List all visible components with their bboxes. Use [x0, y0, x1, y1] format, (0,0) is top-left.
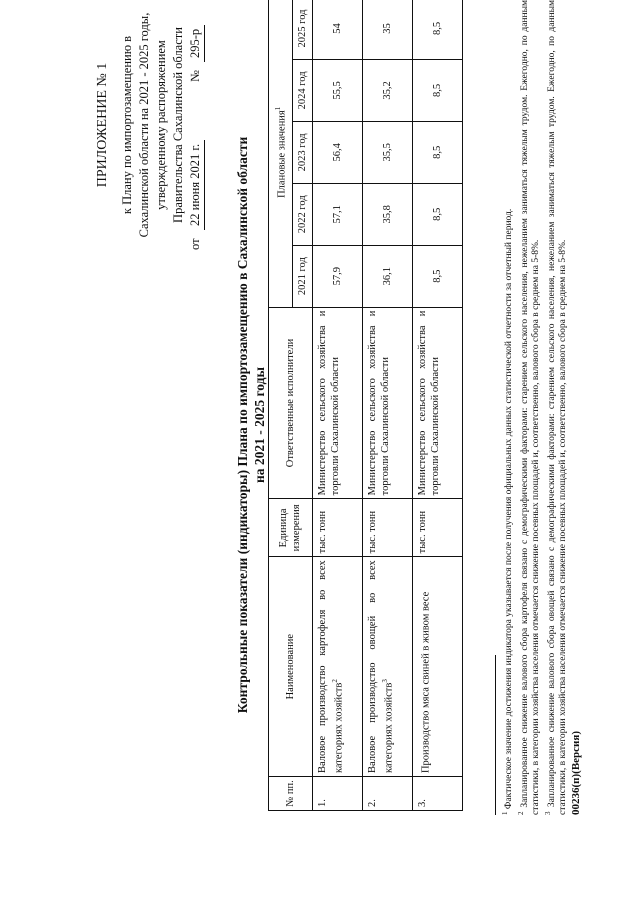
- row-value: 35,2: [362, 59, 412, 121]
- row-unit: тыс. тонн: [362, 499, 412, 557]
- footnote: $^1$ Фактическое значение достижения индикатора указывается после получения официальных данных статистической отчетности за отчетный период.: [501, 208, 515, 815]
- header-unit: Единица измерения: [269, 499, 313, 557]
- table-row: [412, 0, 462, 811]
- row-value: 8,5: [412, 59, 462, 121]
- header-num: № пп.: [269, 777, 313, 811]
- footnote-divider: [495, 655, 496, 815]
- row-unit: тыс. тонн: [412, 499, 462, 557]
- row-value: 35: [362, 0, 412, 59]
- header-year: 2023 год: [292, 121, 312, 183]
- appendix-line-2: Сахалинской области на 2021 - 2025 годы,: [137, 12, 151, 238]
- row-value: 35,8: [362, 183, 412, 245]
- footnote: $^3$ Запланированное снижение валового сбора овощей связано с демографическими факторами: старением сельского населения, нежеланием заниматься тяжелым трудом. Ежегодно, по данным статистики, в категории хозяйства населения отмечается снижение посевных площадей и, соответственно, валового сбора в среднем на 5-8%.: [543, 0, 569, 815]
- row-num: 1.: [312, 777, 362, 811]
- appendix-date-line: [187, 0, 205, 250]
- document-title-line-2: на 2021 - 2025 годы: [252, 366, 267, 484]
- table-row: [362, 0, 412, 811]
- row-value: 8,5: [412, 0, 462, 59]
- row-value: 57,1: [312, 183, 362, 245]
- row-name: Производство мяса свиней в живом весе: [412, 557, 462, 777]
- document-title-line-1: Контрольные показатели (индикаторы) Плана по импортозамещению в Сахалинской области: [235, 136, 250, 714]
- row-name: Валовое производство картофеля во всех категориях хозяйств$^2$: [312, 557, 362, 777]
- row-num: 2.: [362, 777, 412, 811]
- header-planned: Плановые значения$^1$: [269, 0, 293, 307]
- document-id: 00236(п)(Версия): [569, 731, 582, 815]
- header-year: 2022 год: [292, 183, 312, 245]
- appendix-block: [94, 0, 205, 250]
- row-name: Валовое производство овощей во всех категориях хозяйств$^3$: [362, 557, 412, 777]
- indicators-table: [268, 0, 463, 811]
- row-value: 55,5: [312, 59, 362, 121]
- row-executor: Министерство сельского хозяйства и торговли Сахалинской области: [412, 307, 462, 499]
- header-year: 2025 год: [292, 0, 312, 59]
- header-name: Наименование: [269, 557, 313, 777]
- decree-date: 22 июня 2021 г.: [187, 140, 205, 230]
- header-year: 2021 год: [292, 245, 312, 307]
- footnotes: [495, 0, 582, 815]
- appendix-line-3: утвержденному распоряжением: [154, 40, 168, 210]
- header-year: 2024 год: [292, 59, 312, 121]
- row-value: 56,4: [312, 121, 362, 183]
- row-value: 8,5: [412, 183, 462, 245]
- row-value: 8,5: [412, 245, 462, 307]
- appendix-line-1: к Плану по импортозамещению в: [120, 35, 134, 215]
- appendix-title: ПРИЛОЖЕНИЕ № 1: [95, 62, 110, 188]
- row-executor: Министерство сельского хозяйства и торговли Сахалинской области: [312, 307, 362, 499]
- table-header-row: [269, 0, 293, 811]
- row-value: 57,9: [312, 245, 362, 307]
- table-row: [312, 0, 362, 811]
- decree-number: 295-р: [187, 25, 205, 62]
- footnote: $^2$ Запланированное снижение валового сбора картофеля связано с демографическими факторами: старением сельского населения, нежеланием заниматься тяжелым трудом. Ежегодно, по данным статистики, в категории хозяйства населения отмечается снижение посевных площадей и, соответственно, валового сбора в среднем на 5-8%.: [516, 0, 542, 815]
- row-value: 35,5: [362, 121, 412, 183]
- row-executor: Министерство сельского хозяйства и торговли Сахалинской области: [362, 307, 412, 499]
- row-num: 3.: [412, 777, 462, 811]
- document-title: [234, 45, 268, 805]
- row-value: 54: [312, 0, 362, 59]
- number-label: №: [188, 70, 202, 82]
- header-executors: Ответственные исполнители: [269, 307, 313, 499]
- row-unit: тыс. тонн: [312, 499, 362, 557]
- from-label: от: [188, 238, 202, 250]
- appendix-line-4: Правительства Сахалинской области: [171, 27, 185, 223]
- row-value: 36,1: [362, 245, 412, 307]
- row-value: 8,5: [412, 121, 462, 183]
